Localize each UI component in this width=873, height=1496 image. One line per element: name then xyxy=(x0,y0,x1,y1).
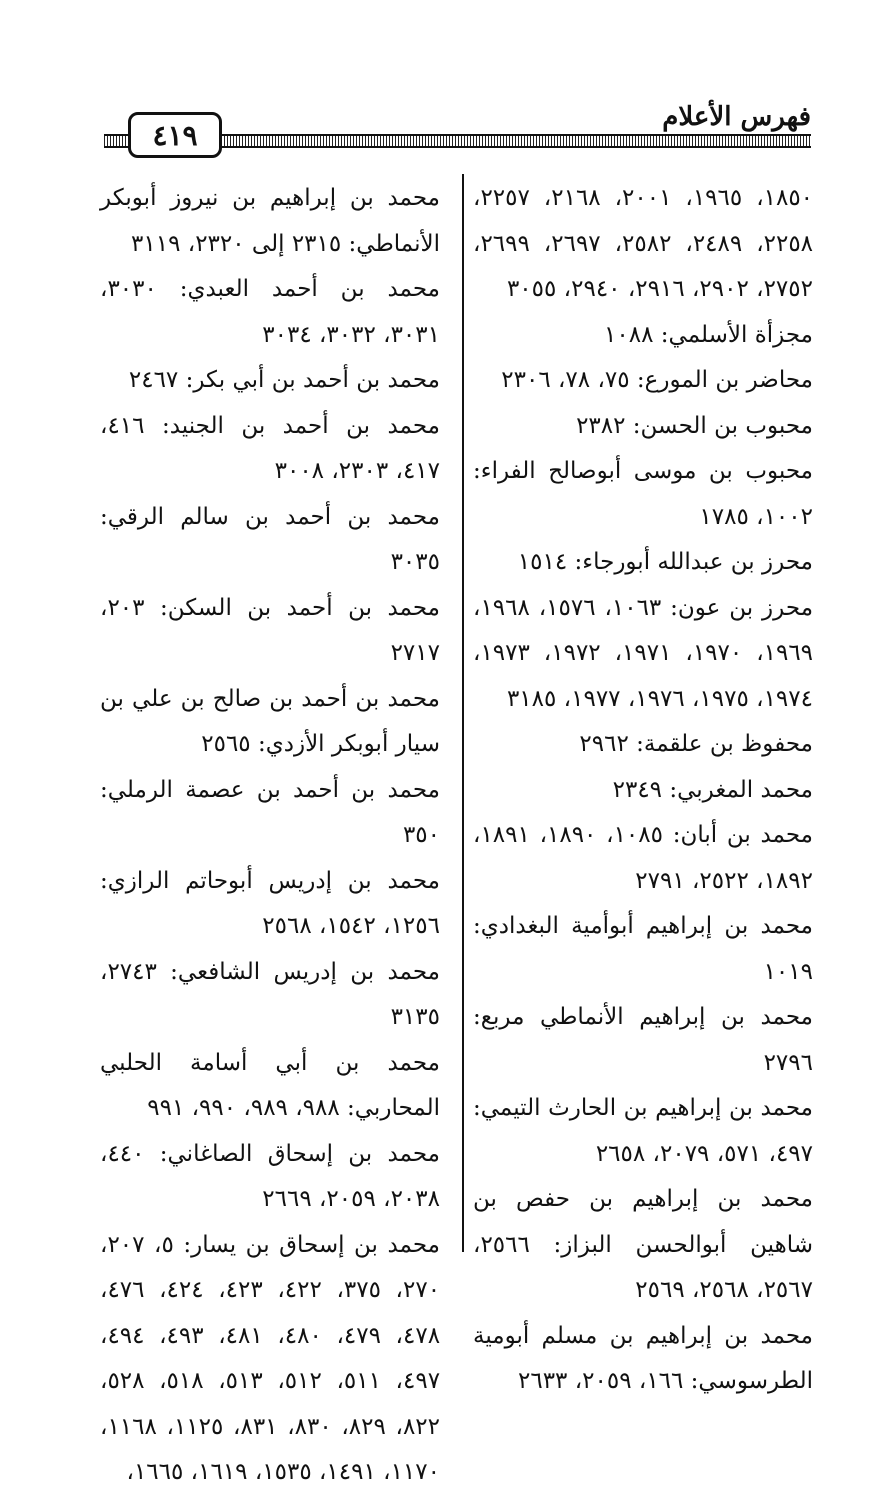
left-column xyxy=(100,176,440,1496)
column-divider xyxy=(462,174,464,1252)
index-entry: محمد بن أحمد بن عصمة الرملي: ٣٥٠ xyxy=(100,776,440,848)
index-entry: محمد بن أحمد العبدي: ٣٠٣٠، ٣٠٣١، ٣٠٣٢، ٣٠٣٤ xyxy=(100,276,440,348)
index-entry: محمد بن إدريس أبوحاتم الرازي: ١٢٥٦، ١٥٤٢، ٢٥٦٨ xyxy=(100,867,440,939)
index-entry: محرز بن عبدالله أبورجاء: ١٥١٤ xyxy=(517,549,813,575)
page-number: ٤١٩ xyxy=(128,112,222,158)
running-title: فهرس الأعلام xyxy=(662,102,811,132)
index-entry: محمد بن أبي أسامة الحلبي المحاربي: ٩٨٨، ٩٨٩، ٩٩٠، ٩٩١ xyxy=(100,1049,440,1121)
index-entry: محمد بن أحمد بن سالم الرقي: ٣٠٣٥ xyxy=(100,503,440,575)
index-entry: محمد بن إسحاق الصاغاني: ٤٤٠، ٢٠٣٨، ٢٠٥٩، ٢٦٦٩ xyxy=(100,1140,440,1212)
index-entry: محمد بن أحمد بن أبي بكر: ٢٤٦٧ xyxy=(128,367,440,393)
index-entry: محمد بن إبراهيم بن حفص بن شاهين أبوالحسن البزاز: ٢٥٦٦، ٢٥٦٧، ٢٥٦٨، ٢٥٦٩ xyxy=(473,1186,813,1303)
index-entry: ١٨٥٠، ١٩٦٥، ٢٠٠١، ٢١٦٨، ٢٢٥٧، ٢٢٥٨، ٢٤٨٩، ٢٥٨٢، ٢٦٩٧، ٢٦٩٩، ٢٧٥٢، ٢٩٠٢، ٢٩١٦، ٢٩٤٠، ٣٠٥٥ xyxy=(473,185,814,302)
index-entry: محمد بن أحمد بن صالح بن علي بن سيار أبوبكر الأزدي: ٢٥٦٥ xyxy=(100,685,440,757)
index-entry: محمد المغربي: ٢٣٤٩ xyxy=(612,776,813,803)
index-entry: محمد بن إبراهيم بن مسلم أبومية الطرسوسي: ١٦٦، ٢٠٥٩، ٢٦٣٣ xyxy=(473,1322,813,1394)
index-entry: محمد بن إسحاق بن يسار: ٥، ٢٠٧، ٢٧٠، ٣٧٥، ٤٢٢، ٤٢٣، ٤٢٤، ٤٧٦، ٤٧٨، ٤٧٩، ٤٨٠، ٤٨١، ٤٩٣، ٤٩٤، ٤٩٧، ٥١١، ٥١٢، ٥١٣، ٥١٨، ٥٢٨، ٨٢٢، ٨٢٩، ٨٣٠، ٨٣١، ١١٢٥، ١١٦٨، ١١٧٠، ١٤٩١، ١٥٣٥، ١٦١٩، ١٦٦٥، xyxy=(100,1231,441,1485)
index-entry: محبوب بن موسى أبوصالح الفراء: ١٠٠٢، ١٧٨٥ xyxy=(473,458,813,530)
index-entry: محمد بن إبراهيم بن نيروز أبوبكر الأنماطي: ٢٣١٥ إلى ٢٣٢٠، ٣١١٩ xyxy=(100,185,440,257)
index-entry: محمد بن إبراهيم الأنماطي مربع: ٢٧٩٦ xyxy=(473,1004,813,1076)
index-entry: محمد بن أحمد بن السكن: ٢٠٣، ٢٧١٧ xyxy=(100,594,440,666)
index-entry: محبوب بن الحسن: ٢٣٨٢ xyxy=(576,412,813,439)
index-entry: محمد بن إبراهيم بن الحارث التيمي: ٤٩٧، ٥٧١، ٢٠٧٩، ٢٦٥٨ xyxy=(473,1095,813,1167)
index-entry: محمد بن أبان: ١٠٨٥، ١٨٩٠، ١٨٩١، ١٨٩٢، ٢٥٢٢، ٢٧٩١ xyxy=(473,822,814,894)
index-entry: محمد بن إبراهيم أبوأمية البغدادي: ١٠١٩ xyxy=(473,913,813,985)
index-entry: مجزأة الأسلمي: ١٠٨٨ xyxy=(604,321,813,348)
index-entry: محفوظ بن علقمة: ٢٩٦٢ xyxy=(579,731,813,757)
index-entry: محمد بن أحمد بن الجنيد: ٤١٦، ٤١٧، ٢٣٠٣، ٣٠٠٨ xyxy=(100,412,440,484)
index-entry: محمد بن إدريس الشافعي: ٢٧٤٣، ٣١٣٥ xyxy=(100,958,440,1030)
index-entry: محاضر بن المورع: ٧٥، ٧٨، ٢٣٠٦ xyxy=(501,367,813,393)
right-column xyxy=(473,176,813,1405)
index-entry: محرز بن عون: ١٠٦٣، ١٥٧٦، ١٩٦٨، ١٩٦٩، ١٩٧٠، ١٩٧١، ١٩٧٢، ١٩٧٣، ١٩٧٤، ١٩٧٥، ١٩٧٦، ١٩٧٧، ٣١٨٥ xyxy=(473,594,814,712)
